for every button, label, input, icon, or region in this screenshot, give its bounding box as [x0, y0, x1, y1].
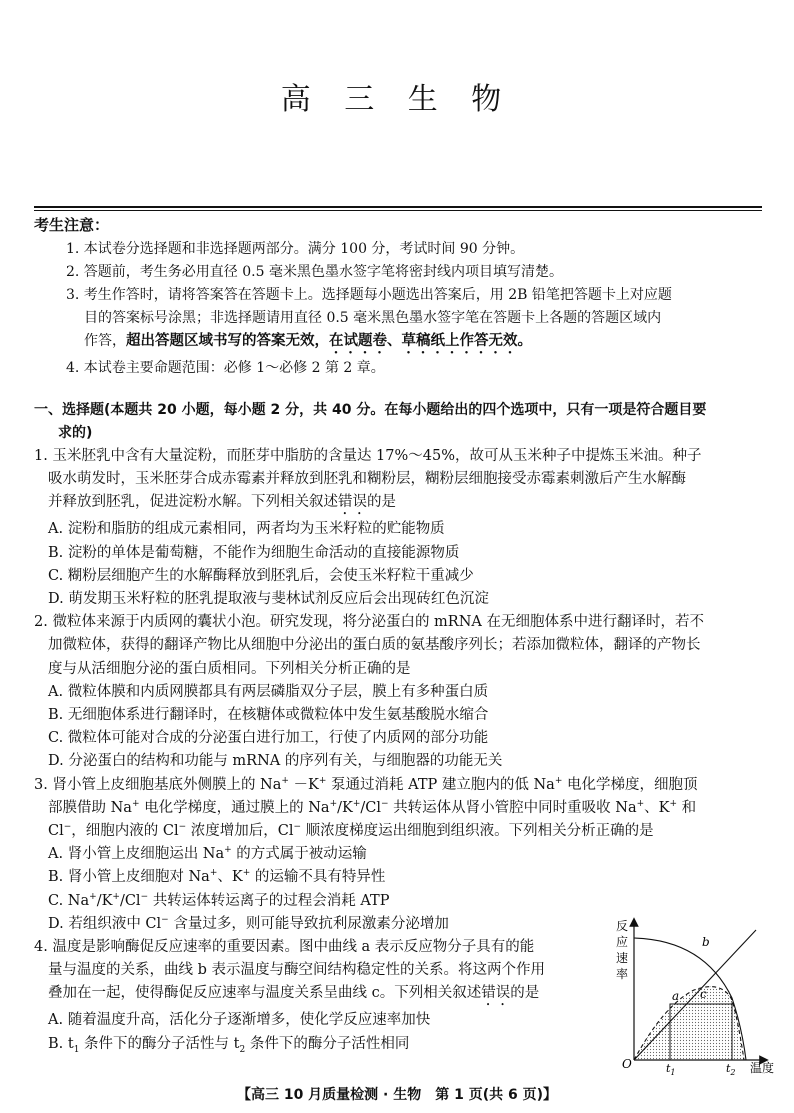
section-heading: 一、选择题(本题共 20 小题，每小题 2 分，共 40 分。在每小题给出的四个选项中，只有一项是符合题目要 求的): [34, 402, 707, 441]
q1-option-b: B. 淀粉的单体是葡萄糖，不能作为细胞生命活动的直接能源物质: [48, 544, 460, 561]
q2-option-a: A. 微粒体膜和内质网膜都具有两层磷脂双分子层，膜上有多种蛋白质: [48, 683, 489, 700]
y-label-4: 率: [616, 967, 629, 981]
notice-item-1: 1. 本试卷分选择题和非选择题两部分。满分 100 分，考试时间 90 分钟。: [66, 241, 525, 257]
q2-option-c: C. 微粒体可能对合成的分泌蛋白进行加工，行使了内质网的部分功能: [48, 730, 489, 747]
q3-option-c: C. Na+/K+/Cl− 共转运体转运离子的过程会消耗 ATP: [48, 891, 390, 909]
y-label-2: 应: [616, 935, 629, 949]
notice-item-2: 2. 答题前，考生务必用直径 0.5 毫米黑色墨水签字笔将密封线内项目填写清楚。: [66, 264, 563, 280]
notice-item-4: 4. 本试卷主要命题范围：必修 1～必修 2 第 2 章。: [66, 360, 385, 376]
question-3: 3. 肾小管上皮细胞基底外侧膜上的 Na+ －K+ 泵通过消耗 ATP 建立胞内的低 Na+ 电化学梯度，细胞顶 部膜借助 Na+ 电化学梯度，通过膜上的 Na+/K+/Cl− 共转运体从肾小管腔中同时重吸收 Na+、K+ 和 Cl−，细胞内液的 Cl− 浓度增加后，Cl− 顺浓度梯度运出细胞到组织液。下列相关分析正确的是 A. 肾小管上皮细胞运出 Na+ 的方式属于被动运输 B. 肾小管上皮细胞对 Na+、K+ 的运输不具有特异性 C. Na+/K+/Cl− 共转运体转运离子的过程会消耗 ATP D. 若组织液中 Cl− 含量过多，则可能导致抗利尿激素分泌增加: [34, 774, 766, 936]
label-b: b: [702, 935, 710, 949]
q4-figure-svg: [604, 910, 784, 1075]
title-rule-thick: [34, 206, 762, 208]
notice-item-3-cont: 目的答案标号涂黑；非选择题请用直径 0.5 毫米黑色墨水签字笔在答题卡上各题的答题区域内: [84, 310, 662, 326]
notice-list: [66, 238, 766, 380]
label-a: a: [672, 989, 680, 1003]
shaded-area: [634, 987, 744, 1060]
question-4: 4. 温度是影响酶促反应速率的重要因素。图中曲线 a 表示反应物分子具有的能 量与温度的关系，曲线 b 表示温度与酶空间结构稳定性的关系。将这两个作用 叠加在一起，使得酶促反应速率与温度关系呈曲线 c。下列相关叙述错误的是 A. 随着温度升高，活化分子逐渐增多，使化学反应速率加快 B. $t_1$ 条件下的酶分子活性与 $t_2$ 条件下的酶分子活性相同: [34, 936, 609, 1056]
title-rule-thin: [34, 210, 762, 211]
page-title: 高 三 生 物: [280, 82, 514, 117]
notice-item-3-last: 作答，超出答题区域书写的答案无效，在试题卷、草稿纸上作答无效。: [84, 333, 532, 349]
q1-option-a: A. 淀粉和脂肪的组成元素相同，两者均为玉米籽粒的贮能物质: [48, 521, 445, 538]
q1-option-d: D. 萌发期玉米籽粒的胚乳提取液与斐林试剂反应后会出现砖红色沉淀: [48, 591, 489, 608]
y-label-3: 速: [616, 951, 629, 965]
origin-label: O: [622, 1057, 632, 1071]
question-2: 2. 微粒体来源于内质网的囊状小泡。研究发现，将分泌蛋白的 mRNA 在无细胞体系中进行翻译时，若不 加微粒体，获得的翻译产物比从细胞中分泌出的蛋白质的氨基酸序列长；若添加微粒体，翻译的产物长 度与从活细胞分泌的蛋白质相同。下列相关分析正确的是 A. 微粒体膜和内质网膜都具有两层磷脂双分子层，膜上有多种蛋白质 B. 无细胞体系进行翻译时，在核糖体或微粒体中发生氨基酸脱水缩合 C. 微粒体可能对合成的分泌蛋白进行加工，行使了内质网的部分功能 D. 分泌蛋白的结构和功能与 mRNA 的序列有关，与细胞器的功能无关: [34, 611, 766, 773]
notice-item-3: 3. 考生作答时，请将答案答在答题卡上。选择题每小题选出答案后，用 2B 铅笔把答题卡上对应题: [66, 287, 672, 303]
q3-option-d: D. 若组织液中 Cl− 含量过多，则可能导致抗利尿激素分泌增加: [48, 915, 449, 932]
q1-option-c: C. 糊粉层细胞产生的水解酶释放到胚乳后，会使玉米籽粒干重减少: [48, 567, 474, 584]
q2-option-b: B. 无细胞体系进行翻译时，在核糖体或微粒体中发生氨基酸脱水缩合: [48, 707, 489, 724]
t2-label: $t_2$: [726, 1062, 736, 1075]
q3-option-b: B. 肾小管上皮细胞对 Na+、K+ 的运输不具有特异性: [48, 868, 386, 886]
question-1: 1. 玉米胚乳中含有大量淀粉，而胚芽中脂肪的含量达 17%～45%，故可从玉米种子中提炼玉米油。种子 吸水萌发时，玉米胚芽合成赤霉素并释放到胚乳和糊粉层，糊粉层细胞接受赤霉素刺激后产生水解酶 并释放到胚乳，促进淀粉水解。下列相关叙述错误的是 A. 淀粉和脂肪的组成元素相同，两者均为玉米籽粒的贮能物质 B. 淀粉的单体是葡萄糖，不能作为细胞生命活动的直接能源物质 C. 糊粉层细胞产生的水解酶释放到胚乳后，会使玉米籽粒干重减少 D. 萌发期玉米籽粒的胚乳提取液与斐林试剂反应后会出现砖红色沉淀: [34, 445, 766, 611]
q4-option-a: A. 随着温度升高，活化分子逐渐增多，使化学反应速率加快: [48, 1012, 431, 1029]
t1-label: $t_1$: [666, 1062, 676, 1075]
q4-option-b: B. $t_1$ 条件下的酶分子活性与 $t_2$ 条件下的酶分子活性相同: [48, 1035, 410, 1055]
q2-option-d: D. 分泌蛋白的结构和功能与 mRNA 的序列有关，与细胞器的功能无关: [48, 753, 503, 770]
label-c: c: [700, 987, 707, 1001]
notice-heading: 考生注意：: [34, 216, 110, 234]
page-footer: 【高三 10 月质量检测 · 生物 第 1 页(共 6 页)】: [236, 1087, 558, 1103]
q3-option-a: A. 肾小管上皮细胞运出 Na+ 的方式属于被动运输: [48, 845, 367, 863]
y-label-1: 反: [616, 919, 629, 933]
x-label: 温度: [750, 1061, 775, 1075]
q4-figure: [604, 910, 784, 1075]
